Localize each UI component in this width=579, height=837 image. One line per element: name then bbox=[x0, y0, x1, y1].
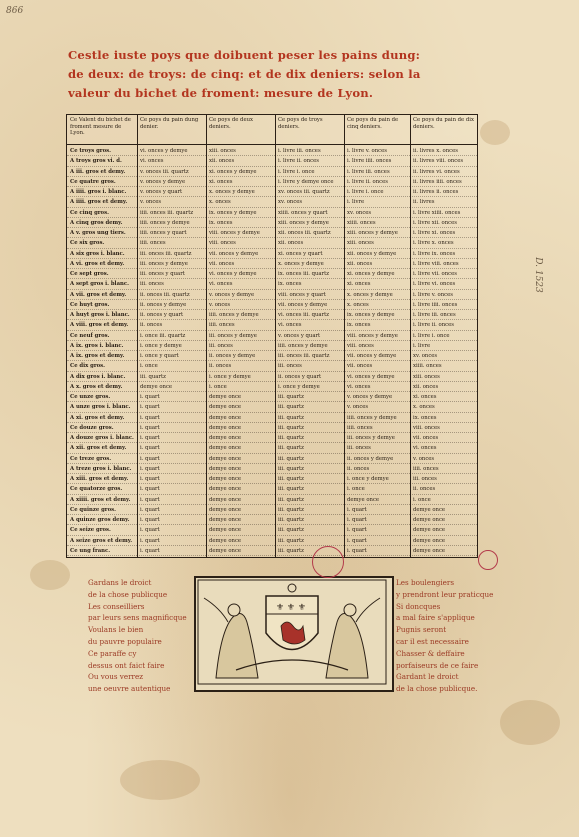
table-row-price: A cinq gros demy. bbox=[67, 218, 137, 228]
table-cell-weight: i. livre iiii. onces bbox=[410, 300, 477, 310]
verse-line: dessus ont faict faire bbox=[88, 660, 165, 670]
table-cell-weight: i. quart bbox=[137, 464, 206, 474]
table-cell-weight: demye once bbox=[206, 443, 275, 453]
table-cell-weight: demye once bbox=[206, 546, 275, 556]
table-cell-weight: i. quart bbox=[137, 484, 206, 494]
table-cell-weight: demye once bbox=[410, 525, 477, 535]
table-cell-weight: i. quart bbox=[137, 495, 206, 505]
verse-line: Gardant le droict bbox=[396, 672, 459, 682]
table-cell-weight: iii. quartz bbox=[275, 464, 344, 474]
table-cell-weight: x. onces bbox=[344, 300, 410, 310]
title-line-3: valeur du bichet de froment: mesure de Lyon. bbox=[68, 86, 374, 100]
table-cell-weight: i. once y demye bbox=[137, 341, 206, 351]
table-cell-weight: i. livre i. once bbox=[275, 167, 344, 177]
table-cell-weight: i. quart bbox=[137, 525, 206, 535]
table-cell-weight: demye once bbox=[206, 474, 275, 484]
table-cell-weight: i. livre iii. onces bbox=[410, 310, 477, 320]
table-cell-weight: i. quart bbox=[137, 413, 206, 423]
table-cell-weight: iiii. onces bbox=[410, 464, 477, 474]
table-cell-weight: ii. onces bbox=[344, 464, 410, 474]
table-cell-weight: iii. onces bbox=[137, 279, 206, 289]
table-cell-weight: ii. livres bbox=[410, 197, 477, 207]
table-cell-weight: i. livre ix. onces bbox=[410, 249, 477, 259]
table-header: Ce poys du pain dung denier. bbox=[137, 115, 206, 145]
table-cell-weight: iii. onces y demye bbox=[206, 331, 275, 341]
table-cell-weight: i. livre y demye once bbox=[275, 177, 344, 187]
table-cell-weight: i. quart bbox=[137, 536, 206, 546]
table-cell-weight: vi. onces y demye bbox=[137, 146, 206, 156]
table-cell-weight: vi. onces bbox=[344, 382, 410, 392]
table-cell-weight: xv. onces iii. quartz bbox=[275, 187, 344, 197]
table-cell-weight: iii. onces bbox=[410, 474, 477, 484]
table-cell-weight: v. onces y quart bbox=[137, 187, 206, 197]
table-cell-weight: iii. quartz bbox=[275, 454, 344, 464]
table-cell-weight: xi. onces y demye bbox=[344, 269, 410, 279]
table-cell-weight: iii. onces y quart bbox=[137, 269, 206, 279]
paper-stain bbox=[500, 700, 560, 745]
verse-line: du pauvre populaire bbox=[88, 637, 162, 646]
margin-note-top: 866 bbox=[6, 6, 24, 16]
table-row-price: Ce sept gros. bbox=[67, 269, 137, 279]
verse-line: Chasser & deffaire bbox=[396, 648, 465, 658]
table-row-price: Ce six gros. bbox=[67, 238, 137, 248]
table-cell-weight: i. quart bbox=[344, 505, 410, 515]
table-row-price: A sept gros i. blanc. bbox=[67, 279, 137, 289]
table-cell-weight: ii. onces bbox=[206, 361, 275, 371]
table-header: Ce poys de troys deniers. bbox=[275, 115, 344, 145]
table-cell-weight: v. onces bbox=[410, 454, 477, 464]
verse-line: de la chose publicque bbox=[88, 589, 168, 599]
table-cell-weight: ii. livres ii. onces bbox=[410, 187, 477, 197]
table-cell-weight: ix. onces bbox=[206, 218, 275, 228]
table-cell-weight: iii. quartz bbox=[275, 413, 344, 423]
table-row-price: A seize gros et demy. bbox=[67, 536, 137, 546]
verse-line: Pugnis seront bbox=[396, 625, 447, 635]
table-cell-weight: ii. livres viii. onces bbox=[410, 156, 477, 166]
table-row-price: Ce quatorze gros. bbox=[67, 484, 137, 494]
table-row-price: A vii. gros et demy. bbox=[67, 290, 137, 300]
table-cell-weight: vi. onces bbox=[410, 443, 477, 453]
table-cell-weight: i. once bbox=[410, 495, 477, 505]
table-row-price: Ce quatre gros. bbox=[67, 177, 137, 187]
title-line-1: Cestle iuste poys que doibuent peser les pains dung: bbox=[68, 48, 421, 62]
table-cell-weight: iii. onces bbox=[275, 361, 344, 371]
table-cell-weight: vi. onces iii. quartz bbox=[275, 310, 344, 320]
table-cell-weight: demye once bbox=[206, 536, 275, 546]
table-cell-weight: iii. quartz bbox=[137, 372, 206, 382]
table-header: Ce poys de deux deniers. bbox=[206, 115, 275, 145]
table-row-price: A v. gros ung tiers. bbox=[67, 228, 137, 238]
paper-stain bbox=[30, 560, 70, 590]
table-cell-weight: vii. onces bbox=[344, 361, 410, 371]
table-cell-weight: i. once y quart bbox=[137, 351, 206, 361]
table-cell-weight: demye once bbox=[206, 454, 275, 464]
table-cell-weight: iiii. onces y quart bbox=[137, 228, 206, 238]
table-cell-weight: demye once bbox=[410, 536, 477, 546]
table-cell-weight: i. livre ii. onces bbox=[410, 320, 477, 330]
table-cell-weight: ii. onces y demye bbox=[344, 454, 410, 464]
table-cell-weight: x. onces y demye bbox=[275, 259, 344, 269]
verse-line: Gardans le droict bbox=[88, 578, 152, 587]
table-cell-weight: xi. onces y quart bbox=[275, 249, 344, 259]
table-cell-weight: demye once bbox=[206, 433, 275, 443]
table-cell-weight: i. livre xiiii. onces bbox=[410, 208, 477, 218]
verse-line: porfaiseurs de ce faire bbox=[396, 660, 479, 670]
table-cell-weight: demye once bbox=[410, 515, 477, 525]
table-cell-weight: xii. onces bbox=[344, 259, 410, 269]
table-cell-weight: iii. quartz bbox=[275, 443, 344, 453]
table-cell-weight: xv. onces bbox=[275, 197, 344, 207]
table-cell-weight: i. quart bbox=[137, 454, 206, 464]
table-cell-weight: iii. quartz bbox=[275, 525, 344, 535]
library-stamp bbox=[312, 546, 344, 578]
verse-line: Si doncques bbox=[396, 601, 441, 611]
table-cell-weight: demye once bbox=[344, 495, 410, 505]
table-cell-weight: i. once y demye bbox=[206, 372, 275, 382]
table-cell-weight: v. onces iii. quartz bbox=[137, 167, 206, 177]
table-cell-weight: xii. onces y demye bbox=[344, 249, 410, 259]
table-cell-weight: i. once bbox=[137, 361, 206, 371]
table-cell-weight: x. onces bbox=[206, 197, 275, 207]
title-line-2: de deux: de troys: de cinq: et de dix deniers: selon la bbox=[68, 67, 421, 81]
table-cell-weight: i. livre i. once bbox=[344, 187, 410, 197]
table-cell-weight: iii. onces bbox=[344, 443, 410, 453]
verse-line: de la chose publicque. bbox=[396, 684, 478, 694]
table-row-price: Ce seize gros. bbox=[67, 525, 137, 535]
table-cell-weight: i. once y demye bbox=[275, 382, 344, 392]
table-row-price: Ce troys gros. bbox=[67, 146, 137, 156]
margin-note-side: D. 1523 bbox=[532, 257, 543, 293]
table-cell-weight: demye once bbox=[206, 402, 275, 412]
table-cell-weight: viii. onces bbox=[206, 238, 275, 248]
verse-line: car il est necessaire bbox=[396, 637, 469, 646]
table-cell-weight: vii. onces y demye bbox=[206, 249, 275, 259]
table-cell-weight: demye once bbox=[206, 484, 275, 494]
table-row-price: A xii. gros et demy. bbox=[67, 443, 137, 453]
table-cell-weight: viii. onces y quart bbox=[275, 290, 344, 300]
table-cell-weight: iii. quartz bbox=[275, 402, 344, 412]
table-cell-weight: iii. quartz bbox=[275, 495, 344, 505]
table-cell-weight: xii. onces bbox=[275, 238, 344, 248]
table-cell-weight: xiiii. onces bbox=[410, 361, 477, 371]
table-cell-weight: i. livre bbox=[344, 197, 410, 207]
table-cell-weight: ix. onces y demye bbox=[344, 310, 410, 320]
table-cell-weight: xi. onces bbox=[410, 392, 477, 402]
table-cell-weight: iiii. onces y demye bbox=[206, 310, 275, 320]
table-cell-weight: xi. onces bbox=[206, 177, 275, 187]
table-row-price: A iiii. gros et demy. bbox=[67, 197, 137, 207]
table-cell-weight: iii. quartz bbox=[275, 505, 344, 515]
table-cell-weight: demye once bbox=[410, 546, 477, 556]
table-cell-weight: v. onces y quart bbox=[275, 331, 344, 341]
table-cell-weight: demye once bbox=[206, 392, 275, 402]
table-row-price: A treze gros i. blanc. bbox=[67, 464, 137, 474]
table-cell-weight: xv. onces bbox=[410, 351, 477, 361]
table-cell-weight: v. onces y demye bbox=[137, 177, 206, 187]
table-cell-weight: xii. onces iii. quartz bbox=[275, 228, 344, 238]
table-cell-weight: i. livre ii. onces bbox=[344, 177, 410, 187]
table-row-price: A douze gros i. blanc. bbox=[67, 433, 137, 443]
table-cell-weight: xv. onces bbox=[344, 208, 410, 218]
table-row-price: Ce douze gros. bbox=[67, 423, 137, 433]
table-cell-weight: viii. onces y demye bbox=[344, 331, 410, 341]
paper-stain bbox=[480, 120, 510, 145]
table-cell-weight: i. once bbox=[206, 382, 275, 392]
table-cell-weight: ii. livres vi. onces bbox=[410, 167, 477, 177]
table-cell-weight: i. livre x. onces bbox=[410, 238, 477, 248]
table-row-price: Ce unze gros. bbox=[67, 392, 137, 402]
table-row-price: A six gros i. blanc. bbox=[67, 249, 137, 259]
table-row-price: Ce cinq gros. bbox=[67, 208, 137, 218]
table-cell-weight: iiii. onces y demye bbox=[275, 341, 344, 351]
table-row-price: Ce quinze gros. bbox=[67, 505, 137, 515]
table-cell-weight: demye once bbox=[410, 505, 477, 515]
table-cell-weight: ix. onces bbox=[344, 320, 410, 330]
table-row-price: A vi. gros et demy. bbox=[67, 259, 137, 269]
table-cell-weight: iii. quartz bbox=[275, 536, 344, 546]
table-row-price: A xiii. gros et demy. bbox=[67, 474, 137, 484]
table-cell-weight: demye once bbox=[206, 525, 275, 535]
table-cell-weight: demye once bbox=[206, 495, 275, 505]
table-cell-weight: i. livre ii. onces bbox=[275, 156, 344, 166]
table-header: Ce Valent du bichet de froment mesure de Lyon. bbox=[67, 115, 137, 145]
table-row-price: Ce dix gros. bbox=[67, 361, 137, 371]
table-cell-weight: iii. quartz bbox=[275, 515, 344, 525]
table-row-price: A ix. gros i. blanc. bbox=[67, 341, 137, 351]
verse-line: par leurs sens magnificque bbox=[88, 613, 187, 623]
table-cell-weight: xiii. onces bbox=[206, 146, 275, 156]
table-cell-weight: i. livre vii. onces bbox=[410, 269, 477, 279]
table-cell-weight: i. livre xi. onces bbox=[410, 228, 477, 238]
table-cell-weight: xiiii. onces y quart bbox=[275, 208, 344, 218]
table-cell-weight: vi. onces bbox=[206, 279, 275, 289]
table-cell-weight: xi. onces bbox=[344, 279, 410, 289]
table-cell-weight: ix. onces bbox=[410, 413, 477, 423]
table-cell-weight: i. quart bbox=[344, 515, 410, 525]
table-cell-weight: i. livre v. onces bbox=[344, 146, 410, 156]
table-cell-weight: iiii. onces iii. quartz bbox=[137, 208, 206, 218]
table-row-price: A iiii. gros i. blanc. bbox=[67, 187, 137, 197]
table-cell-weight: i. quart bbox=[137, 402, 206, 412]
table-cell-weight: vi. onces bbox=[275, 320, 344, 330]
table-cell-weight: x. onces y demye bbox=[206, 187, 275, 197]
table-cell-weight: iii. quartz bbox=[275, 474, 344, 484]
table-cell-weight: ix. onces y demye bbox=[206, 208, 275, 218]
table-cell-weight: vi. onces y demye bbox=[206, 269, 275, 279]
table-cell-weight: iiii. onces y demye bbox=[344, 413, 410, 423]
table-cell-weight: iii. quartz bbox=[275, 546, 344, 556]
verse-line: Ce paraffe cy bbox=[88, 648, 137, 658]
table-cell-weight: i. quart bbox=[344, 536, 410, 546]
table-cell-weight: iiii. onces bbox=[137, 238, 206, 248]
table-row-price: A xiiii. gros et demy. bbox=[67, 495, 137, 505]
table-cell-weight: i. quart bbox=[344, 525, 410, 535]
table-cell-weight: demye once bbox=[206, 413, 275, 423]
table-cell-weight: demye once bbox=[206, 515, 275, 525]
table-cell-weight: v. onces y demye bbox=[344, 392, 410, 402]
table-cell-weight: iii. quartz bbox=[275, 423, 344, 433]
table-cell-weight: ix. onces iii. quartz bbox=[275, 269, 344, 279]
table-cell-weight: xiii. onces bbox=[344, 238, 410, 248]
table-cell-weight: vii. onces bbox=[206, 259, 275, 269]
library-stamp bbox=[478, 550, 498, 570]
table-cell-weight: ii. onces bbox=[410, 484, 477, 494]
table-cell-weight: x. onces y demye bbox=[344, 290, 410, 300]
table-cell-weight: i. quart bbox=[137, 515, 206, 525]
table-cell-weight: xii. onces bbox=[410, 382, 477, 392]
table-cell-weight: i. livre viii. onces bbox=[410, 259, 477, 269]
table-cell-weight: i. quart bbox=[137, 546, 206, 556]
table-cell-weight: viii. onces y demye bbox=[206, 228, 275, 238]
table-cell-weight: i. livre xii. onces bbox=[410, 218, 477, 228]
table-cell-weight: ii. onces y quart bbox=[275, 372, 344, 382]
table-row-price: A iii. gros et demy. bbox=[67, 167, 137, 177]
table-cell-weight: i. quart bbox=[137, 505, 206, 515]
table-cell-weight: i. once y demye bbox=[344, 474, 410, 484]
woodcut-illustration bbox=[194, 576, 394, 692]
table-cell-weight: vi. onces y demye bbox=[344, 372, 410, 382]
table-cell-weight: i. quart bbox=[137, 433, 206, 443]
table-cell-weight: i. livre iiii. onces bbox=[344, 156, 410, 166]
table-cell-weight: xiiii. onces bbox=[344, 218, 410, 228]
table-row-price: Ce huyt gros. bbox=[67, 300, 137, 310]
table-cell-weight: v. onces bbox=[206, 300, 275, 310]
table-cell-weight: demye once bbox=[206, 464, 275, 474]
table-cell-weight: x. onces bbox=[410, 402, 477, 412]
svg-text:⚜ ⚜ ⚜: ⚜ ⚜ ⚜ bbox=[276, 603, 306, 613]
table-cell-weight: viii. onces bbox=[410, 423, 477, 433]
table-cell-weight: i. quart bbox=[137, 443, 206, 453]
table-row-price: Ce neuf gros. bbox=[67, 331, 137, 341]
table-cell-weight: i. livre iii. onces bbox=[344, 167, 410, 177]
table-row-price: A unze gros i. blanc. bbox=[67, 402, 137, 412]
verse-line: Voulans le bien bbox=[88, 625, 144, 635]
table-row-price: A xi. gros et demy. bbox=[67, 413, 137, 423]
table-cell-weight: xiii. onces y demye bbox=[275, 218, 344, 228]
table-cell-weight: i. once iii. quartz bbox=[137, 331, 206, 341]
table-cell-weight: i. quart bbox=[137, 423, 206, 433]
table-cell-weight: ii. livres iiii. onces bbox=[410, 177, 477, 187]
table-cell-weight: xii. onces bbox=[206, 156, 275, 166]
table-cell-weight: iii. quartz bbox=[275, 484, 344, 494]
table-cell-weight: ii. livres x. onces bbox=[410, 146, 477, 156]
table-row-price: A viii. gros et demy. bbox=[67, 320, 137, 330]
table-cell-weight: xiii. onces bbox=[410, 372, 477, 382]
table-cell-weight: demye once bbox=[137, 382, 206, 392]
table-cell-weight: v. onces y demye bbox=[206, 290, 275, 300]
table-cell-weight: i. livre bbox=[410, 341, 477, 351]
table-cell-weight: iiii. onces y demye bbox=[137, 218, 206, 228]
table-cell-weight: iii. onces y demye bbox=[344, 433, 410, 443]
table-cell-weight: iii. onces iii. quartz bbox=[137, 249, 206, 259]
table-cell-weight: vii. onces y demye bbox=[344, 351, 410, 361]
bread-weight-table bbox=[66, 114, 478, 558]
table-cell-weight: iii. onces iii. quartz bbox=[275, 351, 344, 361]
table-cell-weight: iiii. onces bbox=[344, 423, 410, 433]
table-cell-weight: i. livre iii. onces bbox=[275, 146, 344, 156]
table-cell-weight: iii. quartz bbox=[275, 433, 344, 443]
document-title bbox=[68, 46, 488, 103]
table-cell-weight: xi. onces y demye bbox=[206, 167, 275, 177]
table-cell-weight: viii. onces bbox=[344, 341, 410, 351]
table-cell-weight: i. livre vi. onces bbox=[410, 279, 477, 289]
table-cell-weight: ii. onces y quart bbox=[137, 310, 206, 320]
table-cell-weight: demye once bbox=[206, 423, 275, 433]
table-cell-weight: ii. onces iii. quartz bbox=[137, 290, 206, 300]
table-row-price: Ce ung franc. bbox=[67, 546, 137, 556]
table-cell-weight: i. livre i. once bbox=[410, 331, 477, 341]
verse-line: une oeuvre autentique bbox=[88, 684, 171, 694]
table-row-price: A ix. gros et demy. bbox=[67, 351, 137, 361]
table-cell-weight: i. quart bbox=[137, 474, 206, 484]
table-cell-weight: i. quart bbox=[137, 392, 206, 402]
table-cell-weight: iii. onces bbox=[206, 341, 275, 351]
table-row-price: A troys gros vi. d. bbox=[67, 156, 137, 166]
table-row-price: A quinze gros demy. bbox=[67, 515, 137, 525]
table-row-price: Ce treze gros. bbox=[67, 454, 137, 464]
verse-line: Ou vous verrez bbox=[88, 672, 144, 682]
table-cell-weight: xiii. onces y demye bbox=[344, 228, 410, 238]
table-cell-weight: i. livre v. onces bbox=[410, 290, 477, 300]
table-cell-weight: v. onces bbox=[137, 197, 206, 207]
table-cell-weight: demye once bbox=[206, 505, 275, 515]
woodcut-arms-with-angels bbox=[196, 578, 388, 686]
table-cell-weight: vii. onces y demye bbox=[275, 300, 344, 310]
table-header: Ce poys du pain de dix deniers. bbox=[410, 115, 477, 145]
table-row-price: A dix gros i. blanc. bbox=[67, 372, 137, 382]
verse-line: a mal faire s'applique bbox=[396, 613, 475, 623]
table-cell-weight: ii. onces y demye bbox=[137, 300, 206, 310]
verse-line: y prendront leur praticque bbox=[396, 589, 494, 599]
verse-line: Les conseilliers bbox=[88, 601, 145, 611]
table-cell-weight: ii. onces y demye bbox=[206, 351, 275, 361]
table-cell-weight: iiii. onces bbox=[206, 320, 275, 330]
table-cell-weight: v. onces bbox=[344, 402, 410, 412]
table-cell-weight: ix. onces bbox=[275, 279, 344, 289]
table-cell-weight: iii. quartz bbox=[275, 392, 344, 402]
table-cell-weight: i. once bbox=[344, 484, 410, 494]
paper-stain bbox=[120, 760, 200, 800]
table-cell-weight: ii. onces bbox=[137, 320, 206, 330]
table-cell-weight: iii. onces y demye bbox=[137, 259, 206, 269]
verse-line: Les boulengiers bbox=[396, 578, 455, 587]
table-cell-weight: vi. onces bbox=[137, 156, 206, 166]
table-cell-weight: vii. onces bbox=[410, 433, 477, 443]
table-row-price: A x. gros et demy. bbox=[67, 382, 137, 392]
table-header: Ce poys du pain de cinq deniers. bbox=[344, 115, 410, 145]
table-row-price: A huyt gros i. blanc. bbox=[67, 310, 137, 320]
table-cell-weight: i. quart bbox=[344, 546, 410, 556]
